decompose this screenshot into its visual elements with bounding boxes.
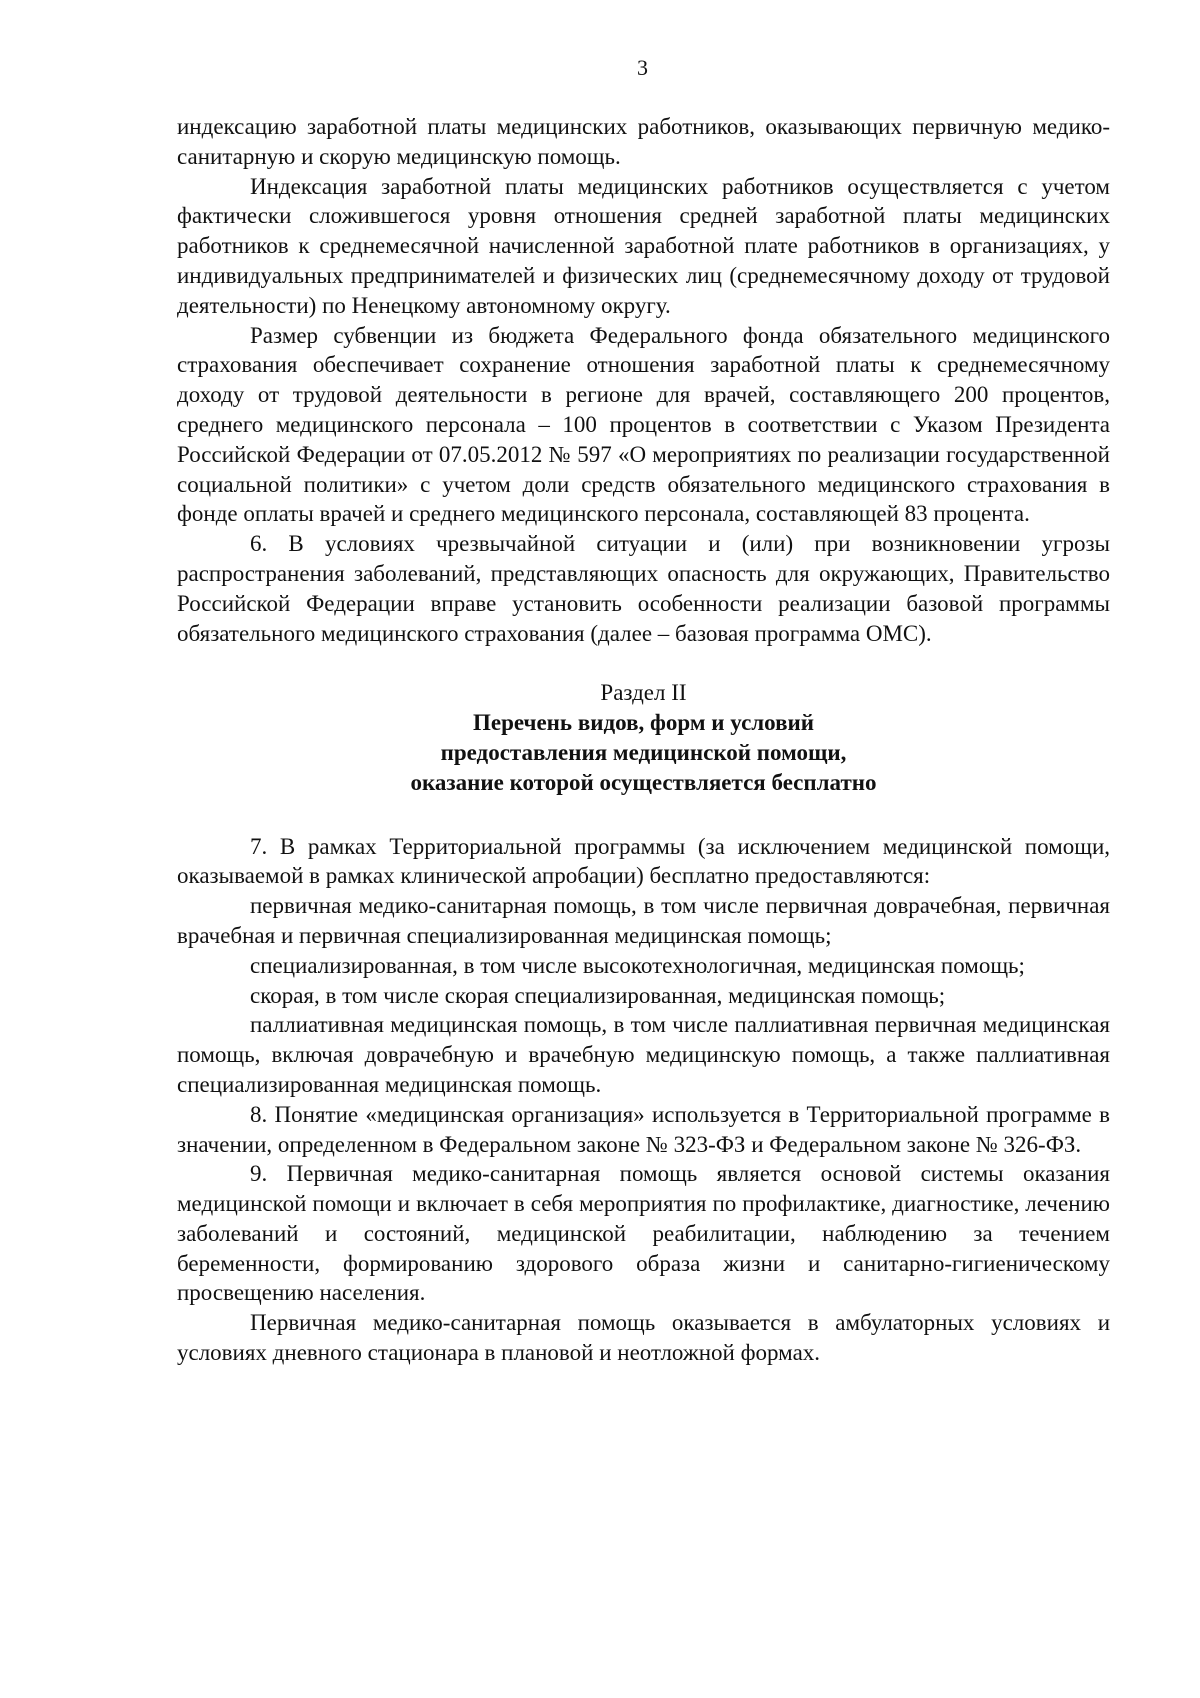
paragraph-item-6-emergency: 6. В условиях чрезвычайной ситуации и (или) при возникновении угрозы распространения заболеваний, представляющих опасность для окружающих, Правительство Российской Федерации вправе установить особенности реализации базовой программы обязательного медицинского страхования (далее – базовая программа ОМС). bbox=[177, 531, 1110, 646]
section-label: Раздел II bbox=[600, 680, 687, 706]
paragraph-item-8-medical-organization: 8. Понятие «медицинская организация» используется в Территориальной программе в значении, определенном в Федеральном законе № 323-ФЗ и Федеральном законе № 326-ФЗ. bbox=[177, 1101, 1110, 1157]
list-item-specialized-care: специализированная, в том числе высокотехнологичная, медицинская помощь; bbox=[250, 952, 1025, 978]
section-title-line-3: оказание которой осуществляется бесплатно bbox=[410, 769, 877, 795]
section-heading bbox=[177, 678, 1110, 797]
paragraph-subvention-size: Размер субвенции из бюджета Федерального фонда обязательного медицинского страхования обеспечивает сохранение отношения заработной платы к среднемесячному доходу от трудовой деятельности в регионе для врачей, составляющего 200 процентов, среднего медицинского персонала – 100 процентов в соответствии с Указом Президента Российской Федерации от 07.05.2012 № 597 «О мероприятиях по реализации государственной социальной политики» с учетом доли средств обязательного медицинского страхования в фонде оплаты врачей и среднего медицинского персонала, составляющей 83 процента. bbox=[177, 322, 1110, 527]
page-number: 3 bbox=[637, 55, 648, 80]
paragraph-item-7-free-care: 7. В рамках Территориальной программы (за исключением медицинской помощи, оказываемой в рамках клинической апробации) бесплатно предоставляются: bbox=[177, 833, 1110, 889]
list-item-emergency-care: скорая, в том числе скорая специализированная, медицинская помощь; bbox=[250, 982, 946, 1008]
section-title-line-1: Перечень видов, форм и условий bbox=[472, 710, 815, 736]
list-item-palliative-care: паллиативная медицинская помощь, в том числе паллиативная первичная медицинская помощь, включая доврачебную и врачебную медицинскую помощь, а также паллиативная специализированная медицинская помощь. bbox=[177, 1012, 1110, 1097]
list-item-primary-care: первичная медико-санитарная помощь, в том числе первичная доврачебная, первичная врачебная и первичная специализированная медицинская помощь; bbox=[177, 893, 1110, 948]
paragraph-item-9-primary-care-basis: 9. Первичная медико-санитарная помощь является основой системы оказания медицинской помощи и включает в себя мероприятия по профилактике, диагностике, лечению заболеваний и состояний, медицинской реабилитации, наблюдению за течением беременности, формированию здорового образа жизни и санитарно-гигиеническому просвещению населения. bbox=[177, 1161, 1110, 1306]
section-title-line-2: предоставления медицинской помощи, bbox=[440, 739, 847, 765]
paragraph-indexation-continued: индексацию заработной платы медицинских работников, оказывающих первичную медико-санитарную и скорую медицинскую помощь. bbox=[177, 114, 1110, 169]
paragraph-indexation-rules: Индексация заработной платы медицинских работников осуществляется с учетом фактически сложившегося уровня отношения средней заработной платы медицинских работников к среднемесячной начисленной заработной плате работников в организациях, у индивидуальных предпринимателей и физических лиц (среднемесячному доходу от трудовой деятельности) по Ненецкому автономному округу. bbox=[177, 173, 1110, 318]
paragraph-primary-care-conditions: Первичная медико-санитарная помощь оказывается в амбулаторных условиях и условиях дневного стационара в плановой и неотложной формах. bbox=[177, 1310, 1110, 1366]
document-body bbox=[177, 112, 1110, 1368]
